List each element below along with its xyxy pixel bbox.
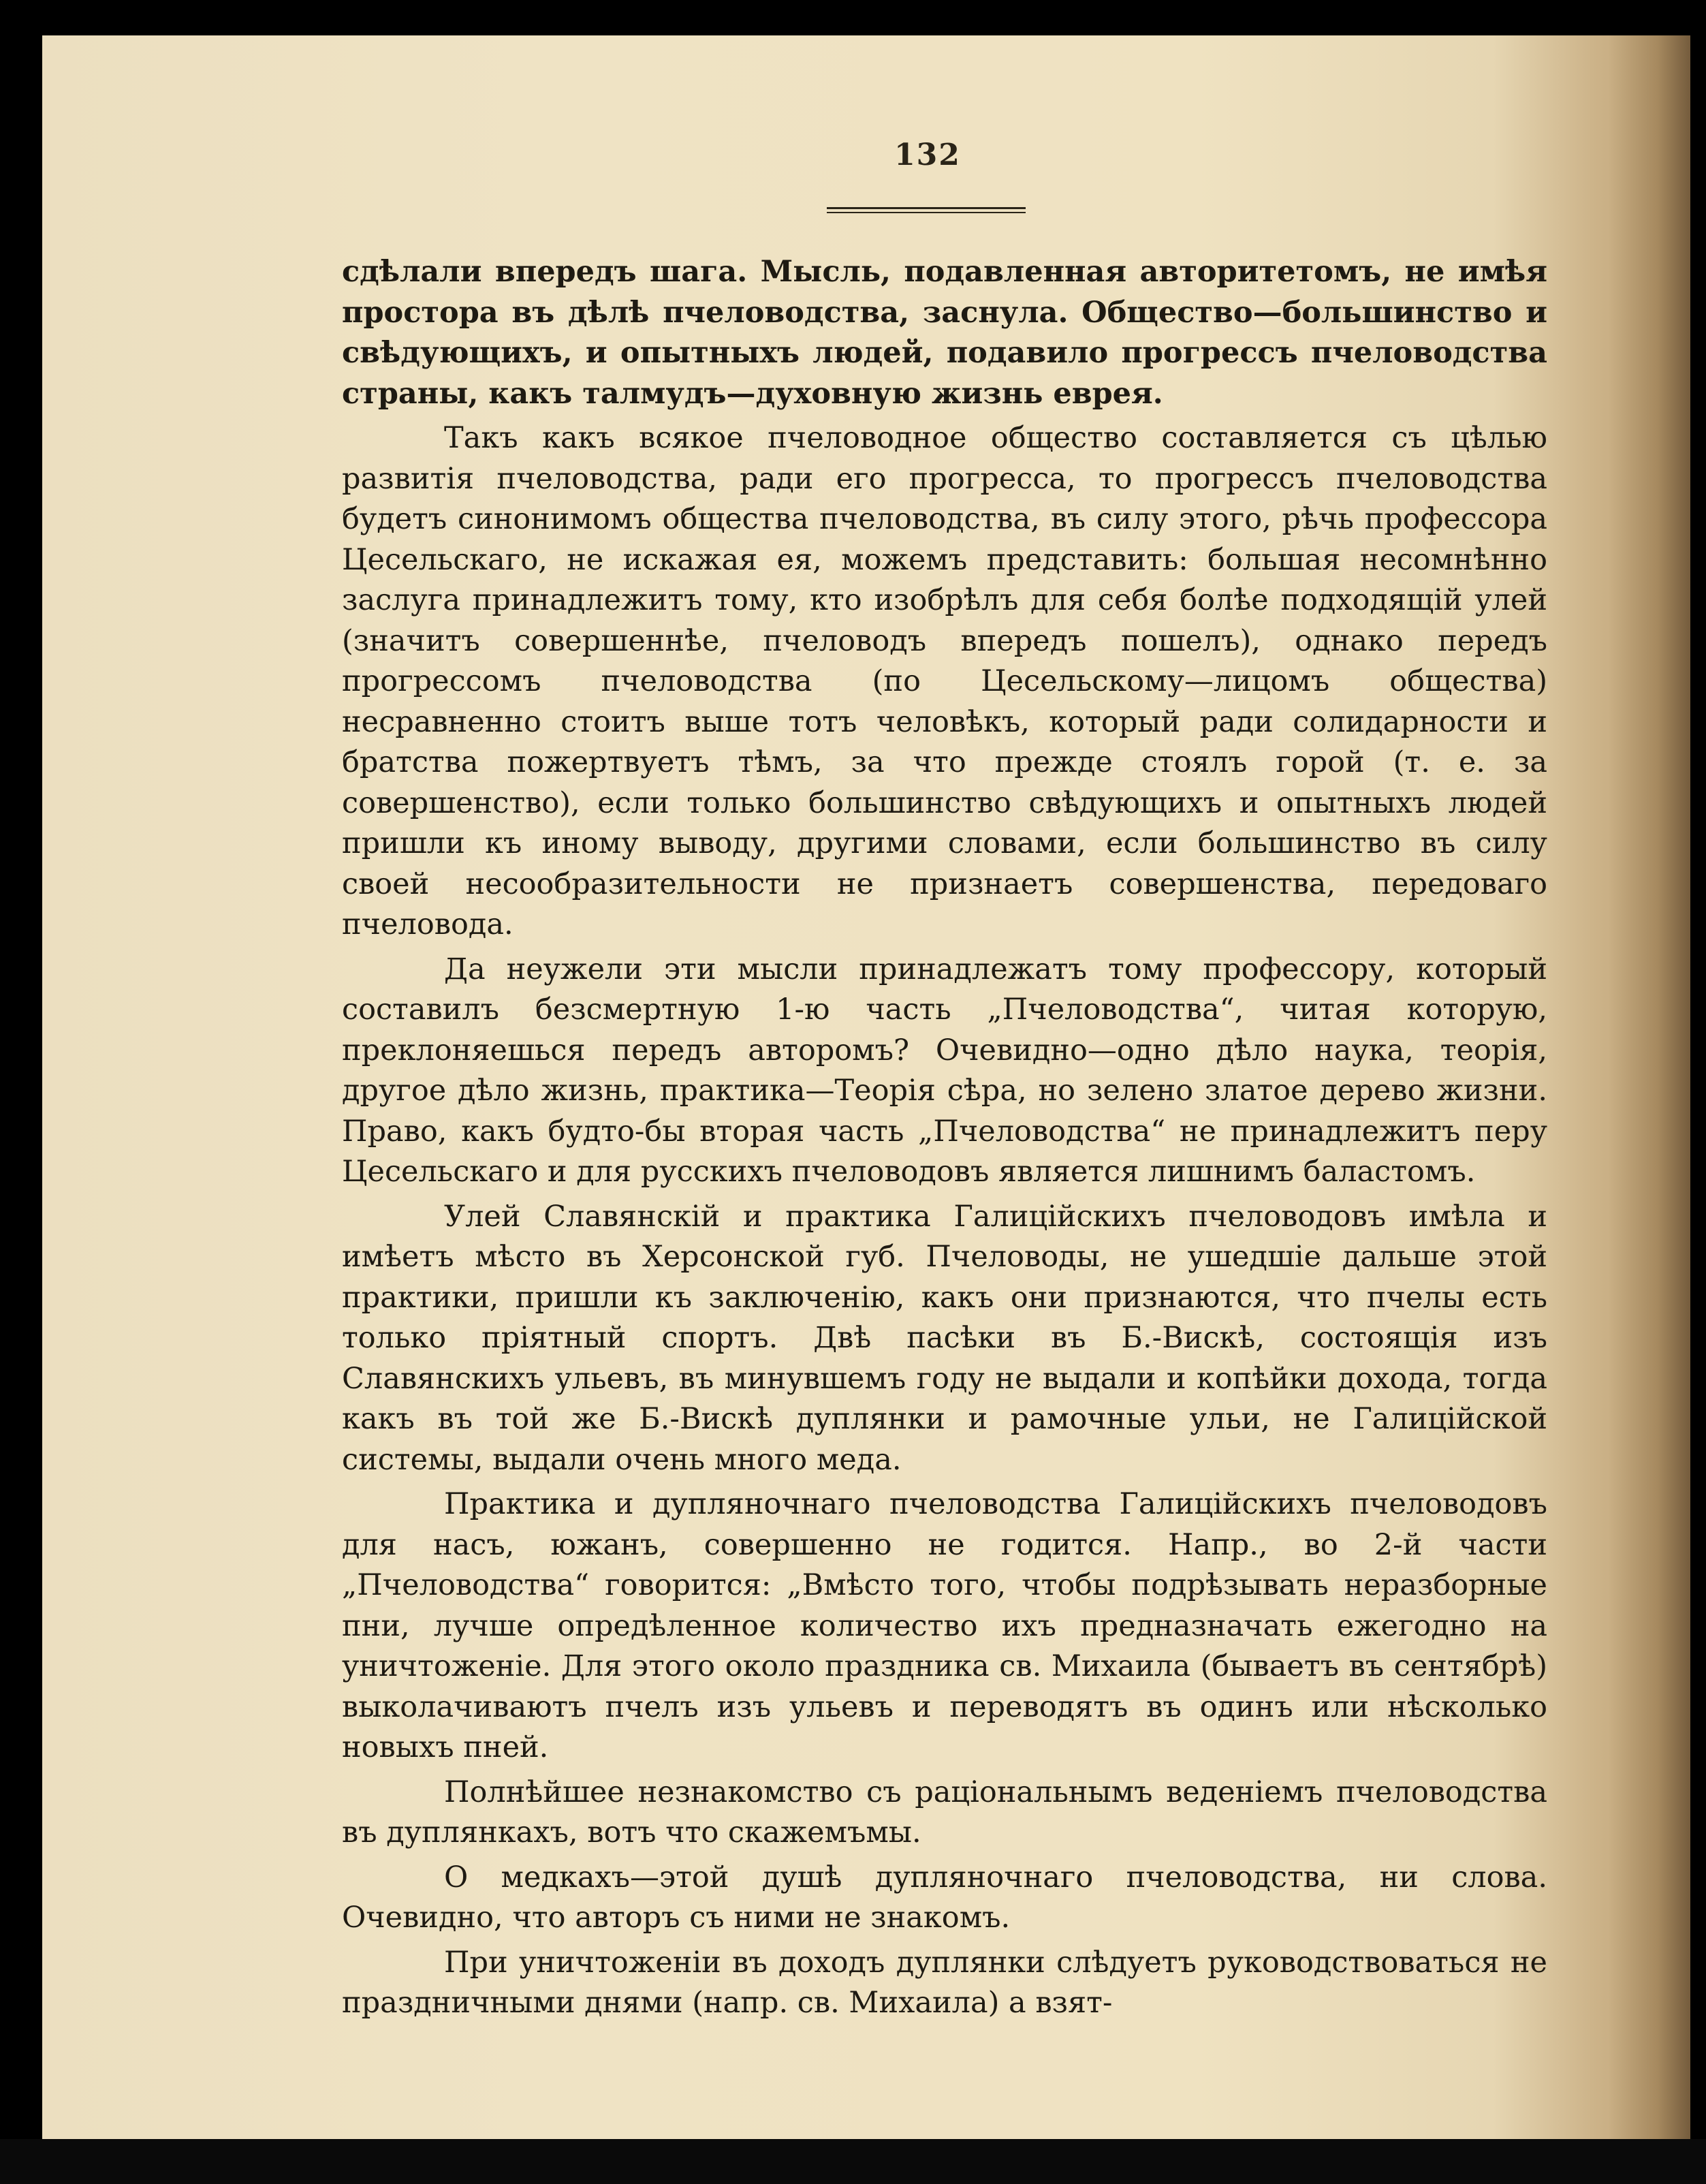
paragraph-2: Такъ какъ всякое пчеловодное общество составляется съ цѣлью развитія пчеловодства, ради его прогресса, то прогрессъ пчеловодства будетъ синонимомъ общества пчеловодства, въ силу этого, рѣчь профессора Цесельскаго, не искажая ея, можемъ представить: большая несомнѣнно заслуга принадлежитъ тому, кто изобрѣлъ для себя болѣе подходящій улей (значитъ совершеннѣе, пчеловодъ впередъ пошелъ), однако передъ прогрессомъ пчеловодства (по Цесельскому—лицомъ общества) несравненно стоитъ выше тотъ человѣкъ, который ради солидарности и братства пожертвуетъ тѣмъ, за что прежде стоялъ горой (т. е. за совершенство), если только большинство свѣдующихъ и опытныхъ людей пришли къ иному выводу, другими словами, если большинство въ силу своей несообразительности не признаетъ совершенства, передоваго пчеловода.	[342, 421, 1547, 941]
paragraph-5: Практика и дупляночнаго пчеловодства Галиційскихъ пчеловодовъ для насъ, южанъ, совершенно не годится. Напр., во 2-й части „Пчеловодства“ говорится: „Вмѣсто того, чтобы подрѣзывать неразборные пни, лучше опредѣленное количество ихъ предназначать ежегодно на уничтоженіе. Для этого около праздника св. Михаила (бываетъ въ сентябрѣ) выколачиваютъ пчелъ изъ ульевъ и переводятъ въ одинъ или нѣсколько новыхъ пней.	[342, 1487, 1547, 1764]
body-text	[342, 252, 1547, 2028]
page-number: 132	[894, 138, 961, 172]
paragraph-7: О медкахъ—этой душѣ дупляночнаго пчеловодства, ни слова. Очевидно, что авторъ съ ними не знакомъ.	[342, 1860, 1547, 1935]
paragraph-6: Полнѣйшее незнакомство съ раціональнымъ веденіемъ пчеловодства въ дуплянкахъ, вотъ что скажемъмы.	[342, 1775, 1547, 1850]
scan-bottom-edge	[0, 2139, 1706, 2184]
paragraph-3: Да неужели эти мысли принадлежатъ тому профессору, который составилъ безсмертную 1-ю часть „Пчеловодства“, читая которую, преклоняешься передъ авторомъ? Очевидно—одно дѣло наука, теорія, другое дѣло жизнь, практика—Теорія сѣра, но зелено златое дерево жизни. Право, какъ будто-бы вторая часть „Пчеловодства“ не принадлежитъ перу Цесельскаго и для русскихъ пчеловодовъ является лишнимъ баластомъ.	[342, 952, 1547, 1189]
paragraph-4: Улей Славянскій и практика Галиційскихъ пчеловодовъ имѣла и имѣетъ мѣсто въ Херсонской губ. Пчеловоды, не ушедшіе дальше этой практики, пришли къ заключенію, какъ они признаются, что пчелы есть только пріятный спортъ. Двѣ пасѣки въ Б.-Вискѣ, состоящія изъ Славянскихъ ульевъ, въ минувшемъ году не выдали и копѣйки дохода, тогда какъ въ той же Б.-Вискѣ дуплянки и рамочные ульи, не Галиційской системы, выдали очень много меда.	[342, 1199, 1547, 1477]
paragraph-8: При уничтоженіи въ доходъ дуплянки слѣдуетъ руководствоваться не праздничными днями (напр. св. Михаила) а взят-	[342, 1945, 1547, 2020]
book-page	[42, 35, 1690, 2139]
paragraph-1: сдѣлали впередъ шага. Мысль, подавленная авторитетомъ, не имѣя простора въ дѣлѣ пчеловодства, заснула. Общество—большинство и свѣдующихъ, и опытныхъ людей, подавило прогрессъ пчеловодства страны, какъ талмудъ—духовную жизнь еврея.	[342, 255, 1547, 411]
page-number-rule	[827, 207, 1026, 213]
